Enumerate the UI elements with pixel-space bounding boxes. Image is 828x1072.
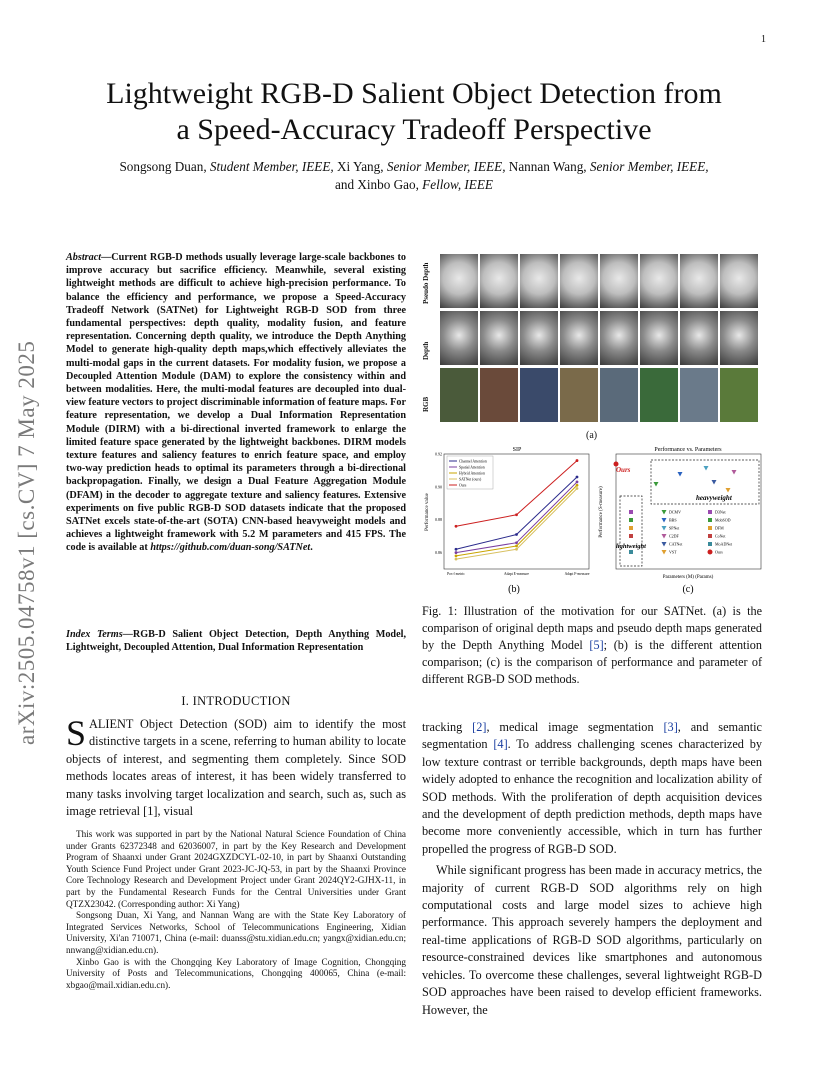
legend-label: DFM <box>715 525 724 531</box>
legend-label: SATNet (ours) <box>459 477 482 482</box>
scatter-point <box>704 466 709 471</box>
footnote-affiliation-2: Xinbo Gao is with the Chongqing Key Laboratory of Image Cognition, Chongqing University of Posts and Telecommunications, Chongqing 400065, China (e-mail: xbgao@mail.xidian.edu.cn). <box>66 956 406 990</box>
abstract <box>66 251 406 555</box>
intro-text: ALIENT Object Detection (SOD) aim to identify the most distinctive targets in a scene, referring to human ability to locate objects of interest, and segmenting them completely. Since SOD methods locates areas of interest, it has been widely transferred to many tasks involving target localization and search, such as, such as image retrieval [1], visual <box>66 717 406 819</box>
row-label-pseudo-depth: Pseudo Depth <box>422 262 430 304</box>
depth-image <box>600 311 638 365</box>
legend-label: SPNet <box>669 525 680 531</box>
legend-marker <box>662 534 667 539</box>
legend-label: MobSOD <box>715 517 731 523</box>
series-point <box>576 481 579 484</box>
legend-label: Spatial Attention <box>459 465 485 470</box>
author-3: Nannan Wang, <box>508 159 587 174</box>
chart-c-xlabel: Parameters (M) (Params) <box>662 575 714 580</box>
scatter-point <box>654 482 659 487</box>
ref-2[interactable]: [2] <box>472 720 487 734</box>
chart-b-title: SIP <box>512 447 522 453</box>
legend-marker <box>708 534 712 538</box>
pseudo-depth-image <box>440 254 478 308</box>
author-1-role: Student Member, IEEE, <box>209 159 334 174</box>
pseudo-depth-image <box>720 254 758 308</box>
pseudo-depth-image <box>560 254 598 308</box>
lightweight-box <box>620 496 642 566</box>
rgb-image <box>480 368 518 422</box>
title-line-1: Lightweight RGB-D Salient Object Detection from <box>106 77 722 110</box>
chart-c-title: Performance vs. Parameters <box>654 447 722 453</box>
author-1: Songsong Duan, <box>119 159 207 174</box>
series-point <box>455 525 458 528</box>
rgb-image <box>600 368 638 422</box>
x-tick-label: Pos-f metric <box>447 572 465 576</box>
index-terms-label: Index Terms <box>66 629 123 640</box>
series-point <box>515 533 518 536</box>
legend-label: D3Net <box>715 509 726 515</box>
section-heading: I. INTRODUCTION <box>181 694 291 708</box>
author-4: and Xinbo Gao, <box>335 177 419 192</box>
legend-marker <box>662 542 667 547</box>
author-2-role: Senior Member, IEEE, <box>386 159 506 174</box>
series-point <box>515 513 518 516</box>
scatter-point <box>629 534 633 538</box>
arxiv-stamp: arXiv:2505.04758v1 [cs.CV] 7 May 2025 <box>14 340 39 745</box>
scatter-point <box>629 510 633 514</box>
figure-1b-chart <box>422 442 592 597</box>
abstract-text: —Current RGB-D methods usually leverage large-scale backbones to improve accuracy but sacrifice efficiency. Meanwhile, several existing lightweight methods are difficult to achieve high-precision performance. To balance the efficiency and performance, we propose a Speed-Accuracy Tradeoff Network (SATNet) for Lightweight RGB-D SOD from three fundamental perspectives: depth quality, modality fusion, and feature representation. Concerning depth quality, we introduce the Depth Anything Model to generate high-quality depth maps,which effectively alleviates the multi-modal gaps in the current datasets. For modality fusion, we propose a Decoupled Attention Module (DAM) to explore the consistency within and between modalities. Here, the multi-modal features are decoupled into dual-view feature vectors to project discriminable information of feature maps. For feature representation, we develop a Dual Information Representation Module (DIRM) with a bi-directional inverted framework to enlarge the limited feature space generated by the lightweight backbones. DIRM models texture features and saliency features to enrich feature space, and employ two-way prediction heads to optimal its parameters through a bi-directional backpropagation. Finally, we design a Dual Feature Aggregation Module (DFAM) in the decoder to aggregate texture and saliency features. Extensive experiments on five public RGB-D SOD datasets indicate that the proposed SATNet excels state-of-the-art (SOTA) CNN-based heavyweight models and achieves a lightweight framework with 5.2 M parameters and 415 FPS. The code is available at <box>66 252 406 554</box>
series-point <box>455 551 458 554</box>
index-terms-text: —RGB-D Salient Object Detection, Depth Anything Model, Lightweight, Decoupled Attention, Dual Information Representation <box>66 629 406 654</box>
chart-b-ylabel: Performance value <box>425 493 430 531</box>
author-list <box>60 158 768 194</box>
page-number: 1 <box>761 34 766 45</box>
legend-marker <box>662 550 667 555</box>
x-tick-label: Adapt F-measure <box>564 572 590 576</box>
legend-marker <box>662 518 667 523</box>
scatter-point <box>726 488 731 493</box>
title-line-2: a Speed-Accuracy Tradeoff Perspective <box>176 113 652 146</box>
pseudo-depth-image <box>520 254 558 308</box>
figure-caption <box>422 603 762 688</box>
x-tick-label: Adapt E-measure <box>503 572 530 576</box>
legend-label: Ours <box>459 483 467 488</box>
rp1-d: . To address challenging scenes characterized by low texture contrast or terrible backgrounds, depth maps have been widely adopted to enhance the recognition and localization ability of SOD methods. With the proliferation of depth acquisition devices and the development of depth prediction methods, depth maps have become more conveniently accessible, which in turn has further propelled the progress of RGB-D SOD. <box>422 737 762 856</box>
legend-label: MoADNet <box>715 541 733 547</box>
scatter-point <box>629 518 633 522</box>
series-point <box>576 459 579 462</box>
ref-3[interactable]: [3] <box>663 720 678 734</box>
legend-label: Ours <box>715 549 723 555</box>
sub-label-c: (c) <box>682 584 694 595</box>
series-point <box>455 558 458 561</box>
caption-text-2: ; (b) is the different attention comparison; (c) is the comparison of performance and parameter of different RGB-D SOD methods. <box>422 638 762 686</box>
right-column-text <box>422 719 762 1019</box>
scatter-point <box>678 472 683 477</box>
legend-label: CoNet <box>715 533 726 539</box>
rp1-b: , medical image segmentation <box>486 720 664 734</box>
depth-image <box>560 311 598 365</box>
series-point <box>455 548 458 551</box>
rgb-image <box>560 368 598 422</box>
series-point <box>455 554 458 557</box>
sub-label-b: (b) <box>508 584 520 595</box>
legend-marker <box>708 542 712 546</box>
legend-marker <box>662 510 667 515</box>
series-point <box>576 484 579 487</box>
scatter-point <box>732 470 737 475</box>
footnote-funding: This work was supported in part by the National Natural Science Foundation of China under Grants 62372348 and 62036007, in part by the Key Research and Development Program of Shaanxi under Grant 2024GXZDCYL-02-10, in part by Shaanxi Outstanding Youth Science Fund Project under Grant 2023-JC-JQ-53, in part by the Shaanxi Province Core Technology Research and Development Project under Grant 2024QY2-GJHX-11, in part by the Fundamental Research Funds for the Central Universities under Grant QTZX23042. (Corresponding author: Xi Yang) <box>66 829 406 909</box>
legend-label: Hybrid Attention <box>459 471 485 476</box>
rp1-c: , and semantic segmentation <box>422 720 763 752</box>
legend-label: Channel Attention <box>459 459 487 464</box>
depth-image <box>720 311 758 365</box>
legend-marker <box>708 526 712 530</box>
depth-image <box>520 311 558 365</box>
series-point <box>576 487 579 490</box>
depth-image <box>480 311 518 365</box>
caption-text-1: Fig. 1: Illustration of the motivation for our SATNet. (a) is the comparison of original depth maps and pseudo depth maps generated by the Depth Anything Model <box>422 604 762 652</box>
ref-4[interactable]: [4] <box>493 737 508 752</box>
rgb-image <box>520 368 558 422</box>
annotation-ours: Ours <box>616 466 631 474</box>
pseudo-depth-image <box>680 254 718 308</box>
sub-label-a: (a) <box>586 430 598 441</box>
y-tick-label: 0.92 <box>435 451 442 457</box>
y-tick-label: 0.86 <box>435 550 442 556</box>
rgb-image <box>680 368 718 422</box>
legend-marker <box>708 550 713 555</box>
series-point <box>515 548 518 551</box>
depth-image <box>440 311 478 365</box>
legend-label: DCMV <box>669 509 682 515</box>
series-point <box>515 541 518 544</box>
intro-paragraph <box>66 713 406 820</box>
scatter-point <box>712 480 717 485</box>
scatter-point <box>614 462 619 467</box>
legend-marker <box>662 526 667 531</box>
y-tick-label: 0.90 <box>435 484 442 490</box>
figure-1a <box>422 254 762 444</box>
depth-image <box>640 311 678 365</box>
abstract-end: . <box>310 542 313 554</box>
chart-c-frame <box>616 454 761 569</box>
series-point <box>515 545 518 548</box>
row-label-rgb: RGB <box>422 396 430 412</box>
footnote-affiliation-1: Songsong Duan, Xi Yang, and Nannan Wang are with the State Key Laboratory of Integrated Services Networks, School of Telecommunications Engineering, Xidian University, Xi'an 710071, China (e-mail: duanss@stu.xidian.edu.cn; yangx@xidian.edu.cn; nnwang@xidian.edu.cn). <box>66 910 406 955</box>
caption-ref-5[interactable]: [5] <box>589 638 604 652</box>
pseudo-depth-image <box>600 254 638 308</box>
row-label-depth: Depth <box>422 341 430 360</box>
scatter-point <box>629 550 633 554</box>
drop-cap: S <box>66 713 87 753</box>
author-2: Xi Yang, <box>337 159 384 174</box>
legend-marker <box>708 518 712 522</box>
scatter-point <box>629 526 633 530</box>
code-link[interactable]: https://github.com/duan-song/SATNet <box>150 542 311 554</box>
legend-label: BBS <box>669 517 677 523</box>
pseudo-depth-image <box>640 254 678 308</box>
abstract-label: Abstract <box>66 252 102 263</box>
right-paragraph-1 <box>422 719 762 858</box>
right-paragraph-2: While significant progress has been made in accuracy metrics, the majority of current RGB-D SOD algorithms rely on high computational costs and large model sizes to achieve high performance. This approach severely hampers the deployment and real-time applications of RGB-D SOD algorithms, particularly on resource-constrained devices like smartphones and autonomous vehicles. To overcome these challenges, several lightweight RGB-D SOD approaches have been raised to develop efficient frameworks. However, the <box>422 863 762 1017</box>
annotation-lightweight: lightweight <box>616 543 646 550</box>
index-terms <box>66 628 406 654</box>
legend-label: VST <box>669 549 677 555</box>
figure-1c-chart <box>596 442 766 597</box>
rp1-a: tracking <box>422 720 473 734</box>
y-tick-label: 0.88 <box>435 517 442 523</box>
rgb-image <box>440 368 478 422</box>
paper-title <box>40 76 788 148</box>
legend-marker <box>708 510 712 514</box>
depth-image <box>680 311 718 365</box>
annotation-heavyweight: heavyweight <box>696 494 732 502</box>
rgb-image <box>640 368 678 422</box>
footnotes <box>66 829 406 991</box>
legend-label: CATNet <box>669 541 683 547</box>
author-4-role: Fellow, IEEE <box>422 177 493 192</box>
series-point <box>576 476 579 479</box>
legend-label: C2DF <box>669 533 679 539</box>
chart-c-ylabel: Performance (S-measure) <box>599 486 604 538</box>
image-grid <box>440 254 760 424</box>
rgb-image <box>720 368 758 422</box>
pseudo-depth-image <box>480 254 518 308</box>
author-3-role: Senior Member, IEEE, <box>589 159 709 174</box>
